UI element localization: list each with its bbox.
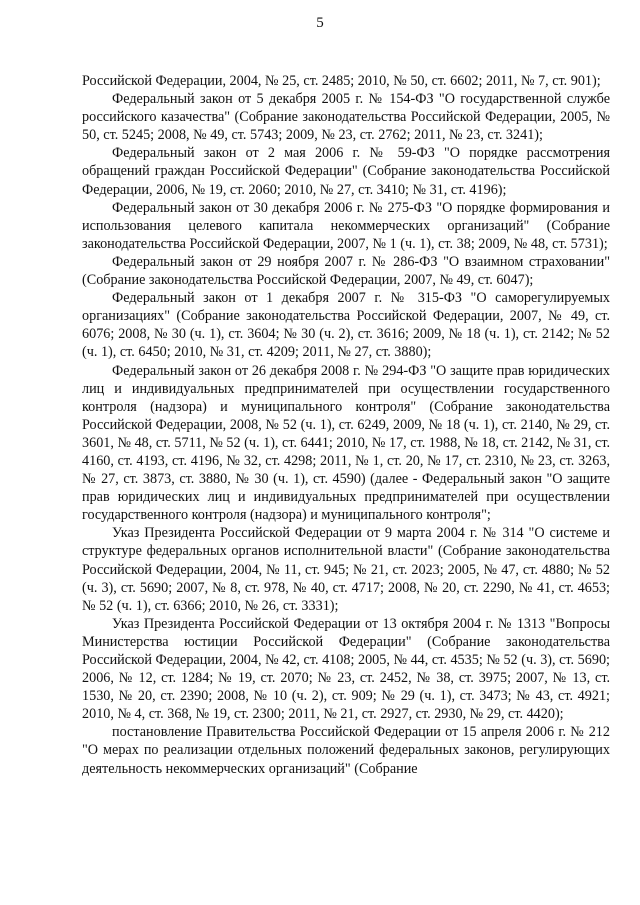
paragraph-law-59-fz: Федеральный закон от 2 мая 2006 г. № 59-ФЗ "О порядке рассмотрения обращений граждан Российской Федерации" (Собрание законодательства Российской Федерации, 2006, № 19, ст. 2060; 2010, № 27, ст. 3410; № 31, ст. 4196); [82,145,610,198]
paragraph-law-286-fz: Федеральный закон от 29 ноября 2007 г. № 286-ФЗ "О взаимном страховании" (Собрание законодательства Российской Федерации, 2007, № 49, ст. 6047); [82,253,610,289]
paragraph-law-294-fz: Федеральный закон от 26 декабря 2008 г. № 294-ФЗ "О защите прав юридических лиц и индивидуальных предпринимателей при осуществлении государственного контроля (надзора) и муниципального контроля" (Собрание законодательства Российской Федерации, 2008, № 52 (ч. 1), ст. 6249, 2009, № 18 (ч. 1), ст. 2140, № 29, ст. 3601, № 48, ст. 5711, № 52 (ч. 1), ст. 6441; 2010, № 17, ст. 1988, № 18, ст. 2142, № 31, ст. 4160, ст. 4193, ст. 4196, № 32, ст. 4298; 2011, № 1, ст. 20, № 17, ст. 2310, № 23, ст. 3263, № 27, ст. 3873, ст. 3880, № 30 (ч. 1), ст. 4590) (далее - Федеральный закон "О защите прав юридических лиц и индивидуальных предпринимателей при осуществлении государственного контроля (надзора) и муниципального контроля"; [82,362,610,524]
page-body [82,72,610,778]
paragraph-law-315-fz: Федеральный закон от 1 декабря 2007 г. № 315-ФЗ "О саморегулируемых организациях" (Собрание законодательства Российской Федерации, 2007, № 49, ст. 6076; 2008, № 30 (ч. 1), ст. 3604; № 30 (ч. 2), ст. 3616; 2009, № 18 (ч. 1), ст. 2142; № 52 (ч. 1), ст. 6450; 2010, № 31, ст. 4209; 2011, № 27, ст. 3880); [82,290,610,361]
paragraph-law-154-fz: Федеральный закон от 5 декабря 2005 г. № 154-ФЗ "О государственной службе российского казачества" (Собрание законодательства Российской Федерации, 2005, № 50, ст. 5245; 2008, № 49, ст. 5743; 2009, № 23, ст. 2762; 2011, № 23, ст. 3241); [82,91,610,144]
paragraph-decree-1313: Указ Президента Российской Федерации от 13 октября 2004 г. № 1313 "Вопросы Министерства юстиции Российской Федерации" (Собрание законодательства Российской Федерации, 2004, № 42, ст. 4108; 2005, № 44, ст. 4535; № 52 (ч. 3), ст. 5690; 2006, № 12, ст. 1284; № 19, ст. 2070; № 23, ст. 2452, № 38, ст. 3975; 2007, № 13, ст. 1530, № 20, ст. 2390; 2008, № 10 (ч. 2), ст. 909; № 29 (ч. 1), ст. 3473; № 43, ст. 4921; 2010, № 4, ст. 368, № 19, ст. 2300; 2011, № 21, ст. 2927, ст. 2930, № 29, ст. 4420); [82,615,610,723]
paragraph-law-275-fz: Федеральный закон от 30 декабря 2006 г. № 275-ФЗ "О порядке формирования и использования целевого капитала некоммерческих организаций" (Собрание законодательства Российской Федерации, 2007, № 1 (ч. 1), ст. 38; 2009, № 48, ст. 5731); [82,199,610,252]
paragraph-decree-314: Указ Президента Российской Федерации от 9 марта 2004 г. № 314 "О системе и структуре федеральных органов исполнительной власти" (Собрание законодательства Российской Федерации, 2004, № 11, ст. 945; № 21, ст. 2023; 2005, № 47, ст. 4880; № 52 (ч. 3), ст. 5690; 2007, № 8, ст. 978, № 40, ст. 4717; 2008, № 20, ст. 2290, № 41, ст. 4653; № 52 (ч. 1), ст. 6366; 2010, № 26, ст. 3331); [82,525,610,614]
paragraph-resolution-212: постановление Правительства Российской Федерации от 15 апреля 2006 г. № 212 "О мерах по реализации отдельных положений федеральных законов, регулирующих деятельность некоммерческих организаций" (Собрание [82,724,610,777]
paragraph-continuation: Российской Федерации, 2004, № 25, ст. 2485; 2010, № 50, ст. 6602; 2011, № 7, ст. 901); [82,73,601,89]
page-number: 5 [316,15,324,31]
